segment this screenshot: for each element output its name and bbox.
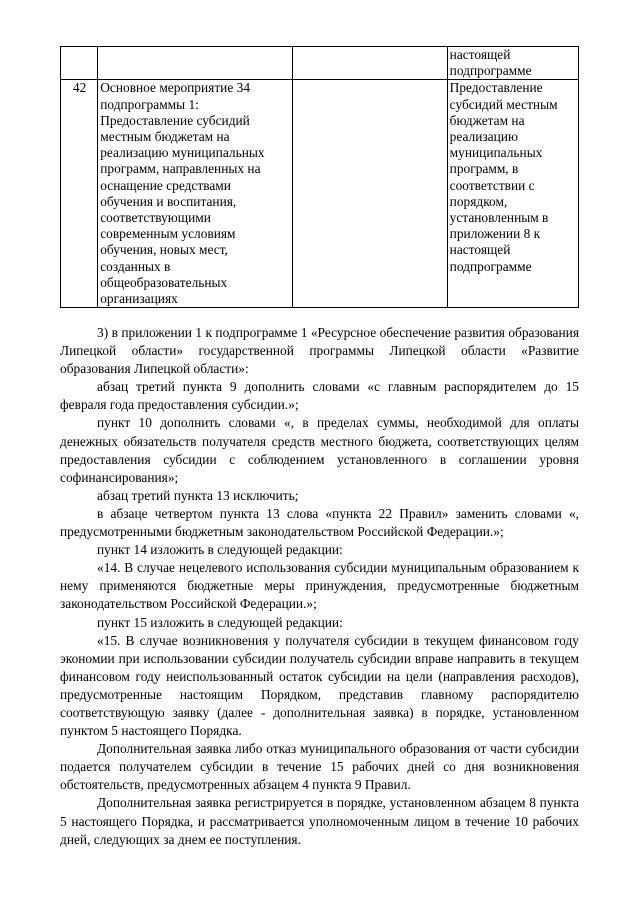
paragraph: абзац третий пункта 13 исключить; bbox=[97, 487, 299, 503]
table-row bbox=[61, 47, 579, 80]
measures-table bbox=[60, 46, 579, 308]
cell-num bbox=[61, 47, 98, 80]
paragraph: 3) в приложении 1 к подпрограмме 1 «Ресурсное обеспечение развития образования Липецкой области» государственной программы Липецкой области «Развитие образования Липецкой области»: bbox=[60, 325, 579, 377]
table-row bbox=[61, 80, 579, 308]
cell-name bbox=[98, 47, 292, 80]
cell-col3 bbox=[292, 47, 447, 80]
paragraph: пункт 14 изложить в следующей редакции: bbox=[97, 542, 343, 558]
cell-num: 42 bbox=[61, 80, 98, 308]
cell-note: Предоставление субсидий местным бюджетам на реализацию муниципальных программ, в соответствии с порядком, установленным в приложении 8 к настоящей подпрограмме bbox=[447, 80, 578, 308]
paragraph: абзац третий пункта 9 дополнить словами «с главным распорядителем до 15 февраля года предоставления субсидии.»; bbox=[60, 379, 579, 413]
document-body bbox=[60, 324, 579, 849]
paragraph: «15. В случае возникновения у получателя субсидии в текущем финансовом году экономии при использовании субсидии получатель субсидии вправе направить в текущем финансовом году неиспользованный остаток субсидии на цели (направления расходов), предусмотренные настоящим Порядком, представив главному распорядителю соответствующую заявку (далее - дополнительная заявка) в порядке, установленном пунктом 5 настоящего Порядка. bbox=[60, 632, 579, 739]
cell-col3 bbox=[292, 80, 447, 308]
paragraph: Дополнительная заявка регистрируется в порядке, установленном абзацем 8 пункта 5 настоящего Порядка, и рассматривается уполномоченным лицом в течение 10 рабочих дней, следующих за днем ее поступления. bbox=[60, 795, 579, 847]
cell-name: Основное мероприятие 34 подпрограммы 1: Предоставление субсидий местным бюджетам на реализацию муниципальных программ, направленных на оснащение средствами обучения и воспитания, соответствующими современным условиям обучения, новых мест, созданных в общеобразовательных организациях bbox=[98, 80, 292, 308]
paragraph: пункт 15 изложить в следующей редакции: bbox=[97, 614, 343, 630]
paragraph: Дополнительная заявка либо отказ муниципального образования от части субсидии подается получателем субсидии в течение 15 рабочих дней со дня возникновения обстоятельств, предусмотренных абзацем 4 пункта 9 Правил. bbox=[60, 741, 579, 793]
paragraph: «14. В случае нецелевого использования субсидии муниципальным образованием к нему применяются бюджетные меры принуждения, предусмотренные бюджетным законодательством Российской Федерации.»; bbox=[60, 560, 579, 612]
cell-note: настоящей подпрограмме bbox=[447, 47, 578, 80]
paragraph: пункт 10 дополнить словами «, в пределах суммы, необходимой для оплаты денежных обязательств получателя средств местного бюджета, соответствующих целям предоставления субсидии с соблюдением установленного в соглашении уровня софинансирования»; bbox=[60, 415, 579, 485]
paragraph: в абзаце четвертом пункта 13 слова «пункта 22 Правил» заменить словами «, предусмотренными бюджетным законодательством Российской Федерации.»; bbox=[60, 505, 579, 540]
